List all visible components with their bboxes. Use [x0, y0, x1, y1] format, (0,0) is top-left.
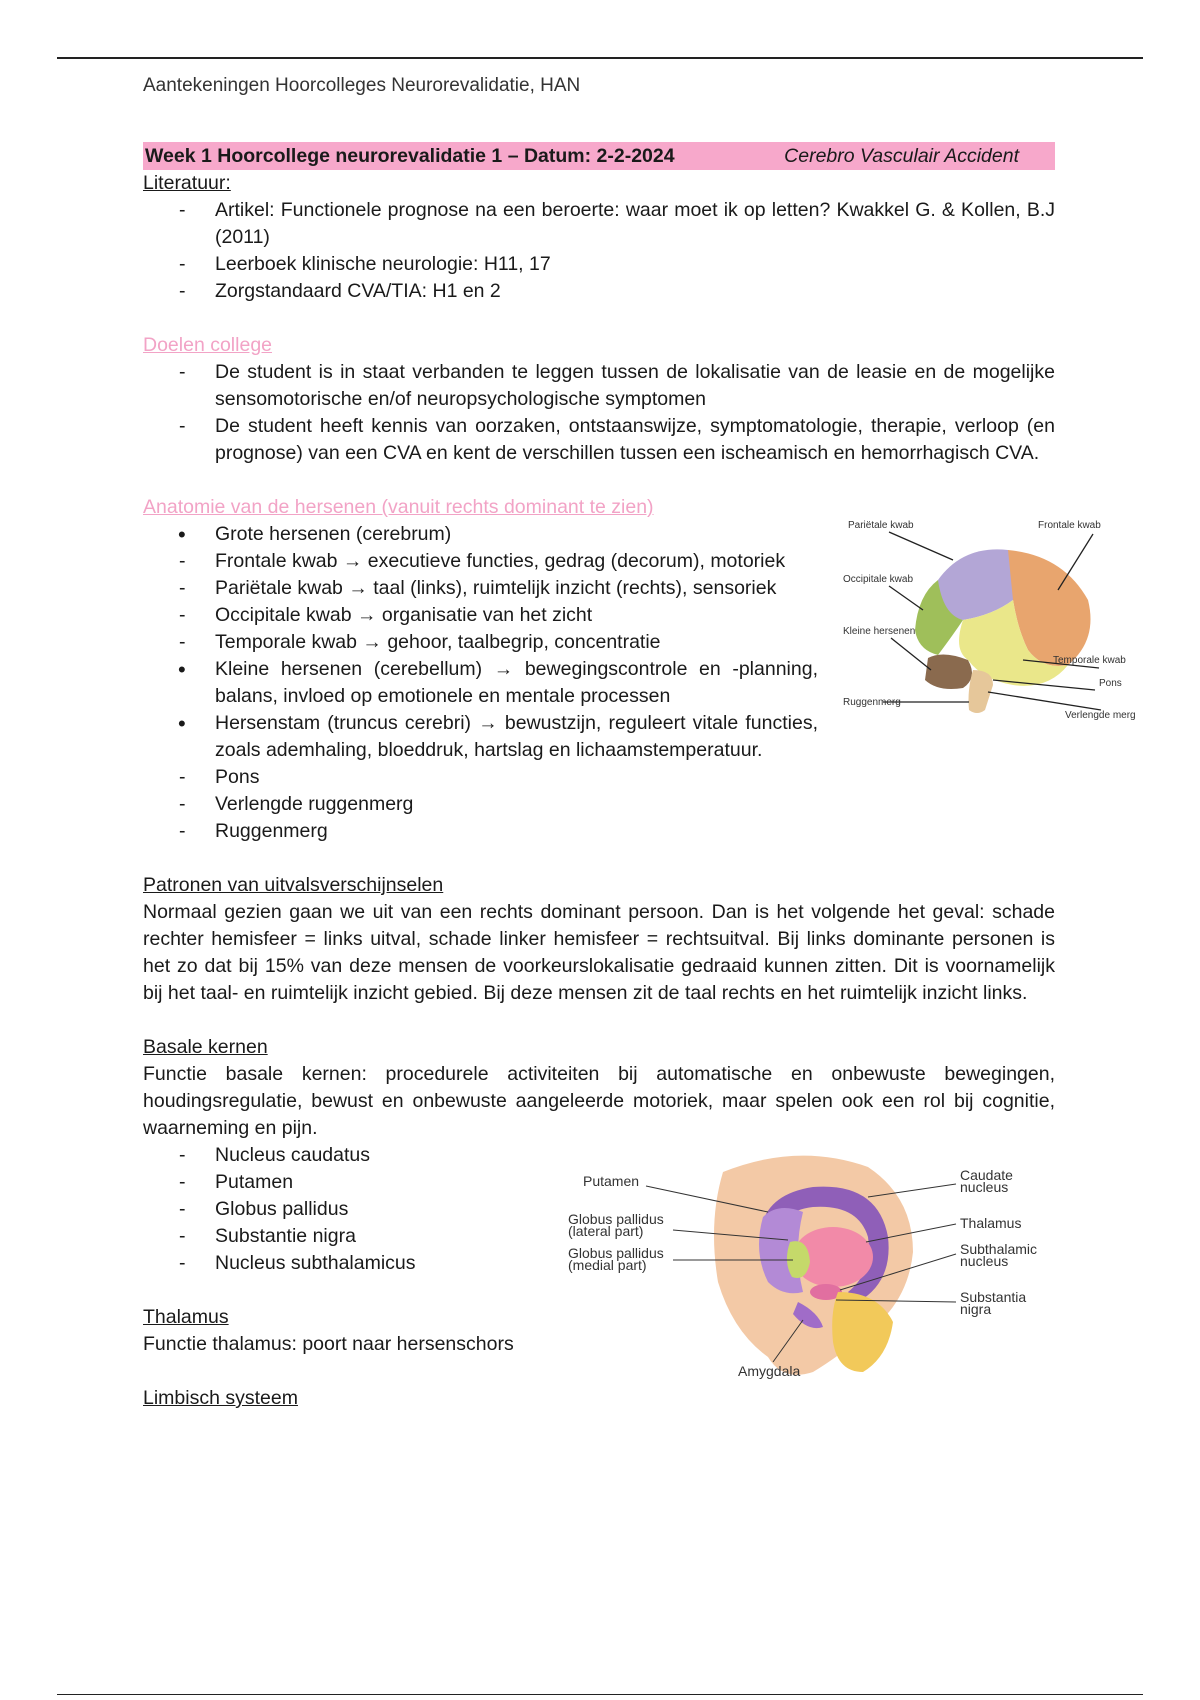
- label-subthalamic-2: nucleus: [960, 1253, 1009, 1269]
- list-item: - Ruggenmerg: [143, 818, 818, 845]
- anatomy-list: [143, 548, 818, 656]
- list-item: - Globus pallidus: [143, 1196, 1055, 1223]
- label-parietal: Pariëtale kwab: [848, 520, 914, 531]
- document-body: [143, 142, 1136, 1412]
- basal-ganglia-figure: [568, 1142, 1038, 1387]
- thalamus-heading: Thalamus: [143, 1306, 229, 1328]
- label-gp-medial-2: (medial part): [568, 1257, 647, 1273]
- list-item: - Pariëtale kwab → taal (links), ruimtelijk inzicht (rechts), sensoriek: [143, 575, 818, 602]
- basal-heading: Basale kernen: [143, 1036, 268, 1058]
- page-header: Aantekeningen Hoorcolleges Neurorevalidatie, HAN: [143, 75, 581, 96]
- list-item: - Putamen: [143, 1169, 1055, 1196]
- anatomy-section: [143, 494, 1136, 845]
- anatomy-list: [143, 521, 818, 548]
- label-pons: Pons: [1099, 678, 1122, 689]
- label-putamen: Putamen: [583, 1173, 640, 1189]
- goals-heading: Doelen college: [143, 334, 273, 356]
- list-item: - Verlengde ruggenmerg: [143, 791, 818, 818]
- label-frontal: Frontale kwab: [1038, 520, 1101, 531]
- label-caudate-1: Caudate: [960, 1167, 1013, 1183]
- list-item: - Nucleus caudatus: [143, 1142, 1055, 1169]
- label-gp-medial-1: Globus pallidus: [568, 1245, 664, 1261]
- list-item: - Occipitale kwab → organisatie van het zicht: [143, 602, 818, 629]
- cerebellum-shape: [925, 654, 972, 689]
- brain-lobes-figure: [843, 520, 1136, 735]
- list-item: - Temporale kwab → gehoor, taalbegrip, concentratie: [143, 629, 818, 656]
- patterns-text: Normaal gezien gaan we uit van een rechts dominant persoon. Dan is het volgende het geval: schade rechter hemisfeer = links uitval, schade linker hemisfeer = rechtsuitval. Bij links dominante personen is het zo dat bij 15% van deze mensen de voorkeurslokalisatie gedraaid kunnen zitten. Dit is voornamelijk bij het taal- en ruimtelijk inzicht gebied. Bij deze mensen zit de taal rechts en het ruimtelijk inzicht links.: [143, 901, 1055, 1004]
- brainstem-shape: [969, 670, 994, 713]
- goals-list: [143, 359, 1055, 467]
- literature-list: [143, 197, 1055, 305]
- thalamus-text: Functie thalamus: poort naar hersenschors: [143, 1333, 514, 1355]
- basal-section: [143, 1034, 1055, 1412]
- label-temporal: Temporale kwab: [1053, 655, 1126, 666]
- list-item: - Nucleus subthalamicus: [143, 1250, 1055, 1277]
- label-spinal-cord: Ruggenmerg: [843, 697, 901, 708]
- week-subject: Cerebro Vasculair Accident: [784, 145, 1019, 167]
- list-item: - Leerboek klinische neurologie: H11, 17: [143, 251, 1055, 278]
- anatomy-list: [143, 764, 818, 845]
- bottom-rule: [57, 1694, 1143, 1695]
- list-item: - Frontale kwab → executieve functies, gedrag (decorum), motoriek: [143, 548, 818, 575]
- patterns-heading: Patronen van uitvalsverschijnselen: [143, 874, 444, 896]
- label-thalamus: Thalamus: [960, 1215, 1022, 1231]
- list-item: • Hersenstam (truncus cerebri) → bewustzijn, reguleert vitale functies, zoals ademhaling, bloeddruk, hartslag en lichaamstemperatuur.: [143, 710, 818, 764]
- label-nigra-2: nigra: [960, 1301, 992, 1317]
- week-title: Week 1 Hoorcollege neurorevalidatie 1 – Datum: 2-2-2024: [145, 145, 675, 167]
- list-item: - Zorgstandaard CVA/TIA: H1 en 2: [143, 278, 1055, 305]
- label-subthalamic-1: Subthalamic: [960, 1241, 1038, 1257]
- label-gp-lateral-2: (lateral part): [568, 1223, 644, 1239]
- week-title-bar: [143, 142, 1055, 170]
- literature-heading: Literatuur:: [143, 172, 231, 194]
- list-item: • Grote hersenen (cerebrum): [143, 521, 818, 548]
- limbic-heading: Limbisch systeem: [143, 1387, 298, 1409]
- list-item: - De student is in staat verbanden te leggen tussen de lokalisatie van de leasie en de mogelijke sensomotorische en/of neuropsychologische symptomen: [143, 359, 1055, 413]
- top-rule: [57, 57, 1143, 59]
- label-nigra-1: Substantia: [960, 1289, 1027, 1305]
- label-amygdala: Amygdala: [738, 1363, 801, 1379]
- anatomy-list: [143, 656, 818, 764]
- list-item: • Kleine hersenen (cerebellum) → bewegingscontrole en -planning, balans, invloed op emotionele en mentale processen: [143, 656, 818, 710]
- label-cerebellum: Kleine hersenen: [843, 626, 916, 637]
- label-gp-lateral-1: Globus pallidus: [568, 1211, 664, 1227]
- list-item: - De student heeft kennis van oorzaken, ontstaanswijze, symptomatologie, therapie, verloop (en prognose) van een CVA en kent de verschillen tussen een ischeamisch en hemorrhagisch CVA.: [143, 413, 1055, 467]
- list-item: - Substantie nigra: [143, 1223, 1055, 1250]
- anatomy-heading: Anatomie van de hersenen (vanuit rechts dominant te zien): [143, 496, 654, 518]
- label-caudate-2: nucleus: [960, 1179, 1009, 1195]
- list-item: - Pons: [143, 764, 818, 791]
- list-item: - Artikel: Functionele prognose na een beroerte: waar moet ik op letten? Kwakkel G. & Kollen, B.J (2011): [143, 197, 1055, 251]
- basal-text: Functie basale kernen: procedurele activiteiten bij automatische en onbewuste bewegingen, houdingsregulatie, bewust en onbewuste aangeleerde motoriek, maar spelen ook een rol bij cognitie, waarneming en pijn.: [143, 1063, 1055, 1139]
- label-medulla: Verlengde merg: [1065, 710, 1136, 721]
- label-occipital: Occipitale kwab: [843, 574, 914, 585]
